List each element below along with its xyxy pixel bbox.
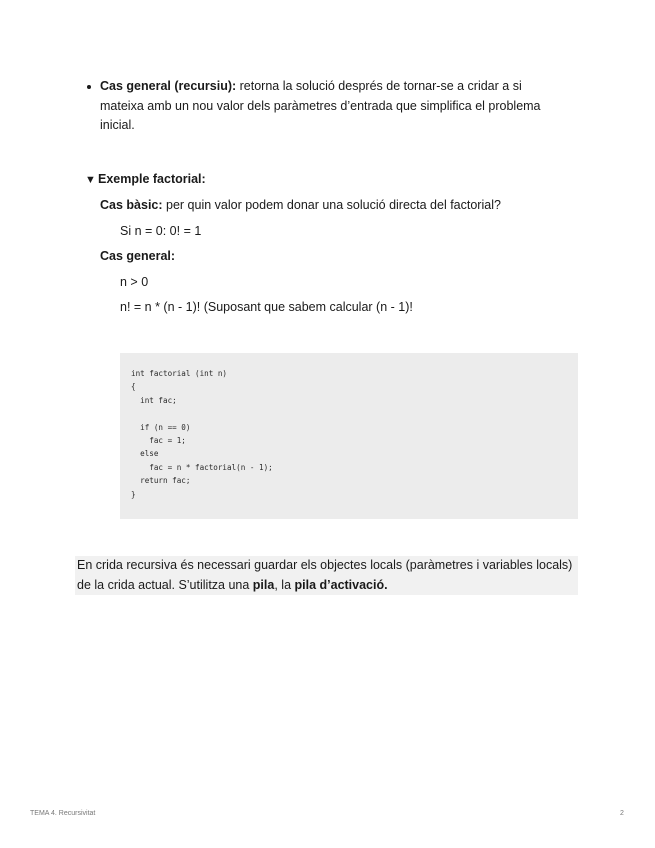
basic-case-line bbox=[100, 197, 501, 213]
general-case-line bbox=[100, 248, 175, 264]
bullet-dot bbox=[87, 85, 91, 89]
basic-case-label: Cas bàsic: bbox=[100, 198, 163, 212]
callout-box bbox=[75, 556, 578, 595]
triangle-down-icon[interactable]: ▼ bbox=[85, 174, 96, 186]
general-case-formula: n! = n * (n - 1)! (Suposant que sabem calcular (n - 1)! bbox=[120, 300, 413, 314]
footer-title: TEMA 4. Recursivitat bbox=[30, 810, 96, 817]
callout-bold-pila-activacio: pila d’activació. bbox=[294, 577, 388, 592]
callout-bold-pila: pila bbox=[252, 577, 275, 592]
bullet-list bbox=[84, 77, 564, 136]
code-block bbox=[120, 353, 578, 519]
toggle-title: Exemple factorial: bbox=[98, 172, 206, 186]
callout-text: En crida recursiva és necessari guardar els objectes locals (paràmetres i variables locals) de la crida actual. S’utilitza una bbox=[77, 558, 573, 592]
basic-case-answer: Si n = 0: 0! = 1 bbox=[120, 224, 202, 238]
callout-text-middle: , la bbox=[274, 577, 295, 592]
list-item-recursive-case bbox=[84, 77, 564, 136]
page-number: 2 bbox=[620, 810, 624, 817]
code-text: int factorial (int n) { int fac; if (n == 0) fac = 1; else fac = n * factorial(n - 1); return fac; } bbox=[131, 369, 273, 499]
bullet-term: Cas general (recursiu): bbox=[100, 79, 237, 93]
general-case-condition: n > 0 bbox=[120, 275, 149, 289]
toggle-factorial-example[interactable] bbox=[85, 171, 206, 188]
basic-case-question: per quin valor podem donar una solució directa del factorial? bbox=[162, 198, 501, 212]
bullet-text: retorna la solució després de tornar-se a cridar a si mateixa amb un nou valor dels paràmetres d’entrada que simplifica el problema inicial. bbox=[100, 79, 541, 132]
general-case-label: Cas general: bbox=[100, 249, 176, 263]
